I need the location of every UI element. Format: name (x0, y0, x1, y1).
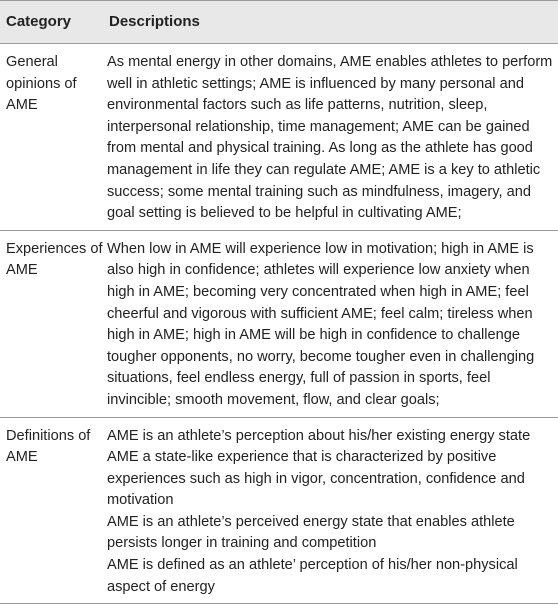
table-row (0, 230, 558, 417)
row-description-general: As mental energy in other domains, AME enables athletes to perform well in athletic settings; AME is influenced by many personal and environmental factors such as life patterns, nutrition, sleep, interpersonal relationship, time management; AME can be gained from mental and physical training. As long as the athlete has good management in life they can regulate AME; AME is a key to athletic success; some mental training such as mindfulness, imagery, and goal setting is believed to be helpful in cultivating AME; (103, 44, 558, 231)
table-body (0, 44, 558, 604)
table-row (0, 417, 558, 604)
table-header (0, 1, 558, 44)
header-category: Category (0, 1, 103, 44)
header-row (0, 1, 558, 44)
row-category-general: General opinions of AME (0, 44, 103, 231)
row-category-experiences: Experiences of AME (0, 230, 103, 417)
table-row (0, 44, 558, 231)
definition-line: AME a state-like experience that is characterized by positive experiences such as high in vigor, concentration, confidence and motivation (107, 449, 525, 509)
header-descriptions: Descriptions (103, 1, 558, 44)
row-description-definitions (103, 417, 558, 604)
definition-line: AME is an athlete’s perception about his/her existing energy state (107, 427, 531, 444)
definition-line: AME is defined as an athlete’ perception of his/her non-physical aspect of energy (107, 557, 518, 595)
row-category-definitions: Definitions of AME (0, 417, 103, 604)
row-description-experiences: When low in AME will experience low in motivation; high in AME is also high in confidence; athletes will experience low anxiety when high in AME; becoming very concentrated when high in AME; feel cheerful and vigorous with sufficient AME; feel calm; tireless when high in AME; high in AME will be high in confidence to challenge tougher opponents, no worry, become tougher even in challenging situations, feel endless energy, full of passion in sports, feel invincible; smooth movement, flow, and clear goals; (103, 230, 558, 417)
definition-line: AME is an athlete’s perceived energy state that enables athlete persists longer in training and competition (107, 513, 515, 552)
